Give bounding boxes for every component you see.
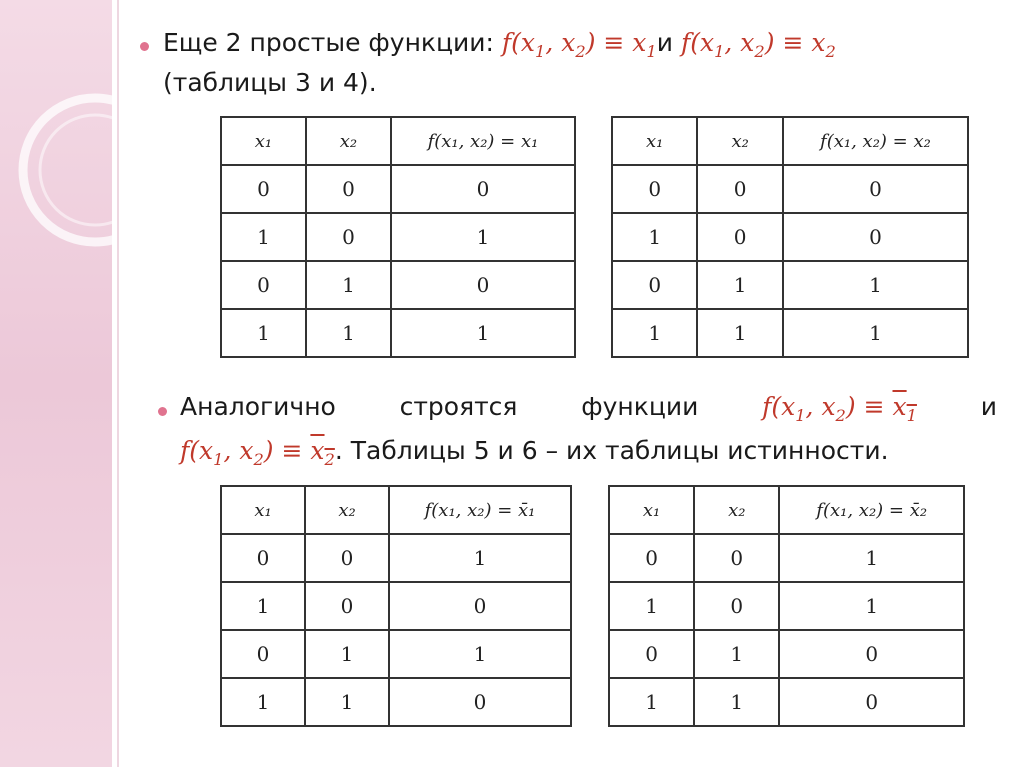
formula-f-not-x2: $f(x_1$, $x_2) \equiv x_2$ bbox=[180, 436, 335, 469]
table-cell: 0 bbox=[389, 678, 571, 726]
para1-and: и bbox=[656, 28, 681, 57]
table-cell: 1 bbox=[221, 678, 305, 726]
table-header-row bbox=[612, 117, 968, 165]
bullet-2 bbox=[158, 407, 167, 416]
table-cell: 0 bbox=[221, 630, 305, 678]
truth-table-5 bbox=[220, 485, 572, 727]
table-cell: 0 bbox=[697, 213, 782, 261]
column-header: f(x₁, x₂) = x₂ bbox=[783, 117, 968, 165]
para2-word-3: функции bbox=[581, 392, 699, 421]
table-row bbox=[221, 261, 575, 309]
column-header: f(x₁, x₂) = x̄₂ bbox=[779, 486, 964, 534]
table-cell: 1 bbox=[306, 261, 391, 309]
para2-tail: . Таблицы 5 и 6 – их таблицы истинности. bbox=[334, 436, 889, 465]
table-cell: 1 bbox=[391, 309, 575, 357]
table-cell: 0 bbox=[694, 582, 779, 630]
truth-table-6 bbox=[608, 485, 965, 727]
table-cell: 1 bbox=[697, 309, 782, 357]
table-cell: 1 bbox=[221, 582, 305, 630]
column-header: x₁ bbox=[221, 117, 306, 165]
table-row bbox=[221, 630, 571, 678]
para2-word-1: Аналогично bbox=[180, 392, 336, 421]
table-cell: 0 bbox=[221, 165, 306, 213]
table-cell: 0 bbox=[221, 534, 305, 582]
table-cell: 0 bbox=[609, 630, 694, 678]
table-cell: 1 bbox=[609, 582, 694, 630]
table-cell: 1 bbox=[305, 678, 389, 726]
table-cell: 1 bbox=[221, 309, 306, 357]
table-cell: 0 bbox=[609, 534, 694, 582]
table-row bbox=[221, 582, 571, 630]
table-row bbox=[221, 678, 571, 726]
column-header: x₁ bbox=[609, 486, 694, 534]
column-header: x₁ bbox=[221, 486, 305, 534]
table-cell: 1 bbox=[389, 630, 571, 678]
formula-f-x2: $f(x_1$, $x_2) \equiv x_2$ bbox=[680, 28, 836, 61]
table-row bbox=[609, 630, 964, 678]
table-row bbox=[612, 261, 968, 309]
para2-word-2: строятся bbox=[399, 392, 518, 421]
paragraph-1-line-1 bbox=[163, 28, 836, 61]
table-cell: 1 bbox=[306, 309, 391, 357]
table-header-row bbox=[221, 486, 571, 534]
table-header-row bbox=[221, 117, 575, 165]
column-header: f(x₁, x₂) = x₁ bbox=[391, 117, 575, 165]
table-row bbox=[221, 534, 571, 582]
table-cell: 0 bbox=[783, 165, 968, 213]
table-cell: 0 bbox=[391, 165, 575, 213]
decorative-sidebar bbox=[0, 0, 112, 767]
table-cell: 1 bbox=[391, 213, 575, 261]
para1-prefix: Еще 2 простые функции: bbox=[163, 28, 502, 57]
table-cell: 1 bbox=[221, 213, 306, 261]
table-cell: 0 bbox=[389, 582, 571, 630]
table-cell: 0 bbox=[305, 534, 389, 582]
table-cell: 1 bbox=[783, 309, 968, 357]
paragraph-2-line-1 bbox=[180, 392, 997, 425]
table-cell: 0 bbox=[697, 165, 782, 213]
table-cell: 0 bbox=[391, 261, 575, 309]
table-cell: 1 bbox=[779, 582, 964, 630]
table-row bbox=[221, 165, 575, 213]
column-header: x₂ bbox=[305, 486, 389, 534]
table-row bbox=[612, 213, 968, 261]
paragraph-1-line-2: (таблицы 3 и 4). bbox=[163, 68, 377, 97]
table-cell: 1 bbox=[697, 261, 782, 309]
formula-f-not-x1: $f(x_1$, $x_2) \equiv x_1$ bbox=[762, 392, 917, 425]
table-row bbox=[609, 678, 964, 726]
truth-table-3 bbox=[220, 116, 576, 358]
table-cell: 0 bbox=[694, 534, 779, 582]
table-cell: 0 bbox=[221, 261, 306, 309]
decorative-circles bbox=[0, 0, 112, 767]
table-cell: 0 bbox=[305, 582, 389, 630]
table-row bbox=[221, 309, 575, 357]
table-cell: 0 bbox=[612, 165, 697, 213]
table-cell: 1 bbox=[609, 678, 694, 726]
table-cell: 1 bbox=[612, 309, 697, 357]
column-header: x₂ bbox=[697, 117, 782, 165]
paragraph-2-line-2 bbox=[180, 436, 889, 469]
bullet-1 bbox=[140, 42, 149, 51]
column-header: x₂ bbox=[694, 486, 779, 534]
table-row bbox=[221, 213, 575, 261]
table-cell: 1 bbox=[694, 678, 779, 726]
truth-table-4 bbox=[611, 116, 969, 358]
table-cell: 1 bbox=[305, 630, 389, 678]
formula-f-x1: $f(x_1$, $x_2) \equiv x_1$ bbox=[501, 28, 657, 61]
column-header: x₂ bbox=[306, 117, 391, 165]
table-cell: 1 bbox=[779, 534, 964, 582]
table-header-row bbox=[609, 486, 964, 534]
table-cell: 0 bbox=[306, 165, 391, 213]
para2-word-and: и bbox=[980, 392, 997, 421]
table-row bbox=[609, 582, 964, 630]
table-cell: 0 bbox=[783, 213, 968, 261]
sidebar-divider bbox=[117, 0, 119, 767]
table-row bbox=[612, 309, 968, 357]
table-cell: 1 bbox=[694, 630, 779, 678]
table-cell: 0 bbox=[306, 213, 391, 261]
table-cell: 1 bbox=[389, 534, 571, 582]
table-row bbox=[612, 165, 968, 213]
table-cell: 0 bbox=[779, 678, 964, 726]
table-cell: 1 bbox=[783, 261, 968, 309]
table-cell: 0 bbox=[779, 630, 964, 678]
table-row bbox=[609, 534, 964, 582]
column-header: x₁ bbox=[612, 117, 697, 165]
table-cell: 1 bbox=[612, 213, 697, 261]
table-cell: 0 bbox=[612, 261, 697, 309]
column-header: f(x₁, x₂) = x̄₁ bbox=[389, 486, 571, 534]
